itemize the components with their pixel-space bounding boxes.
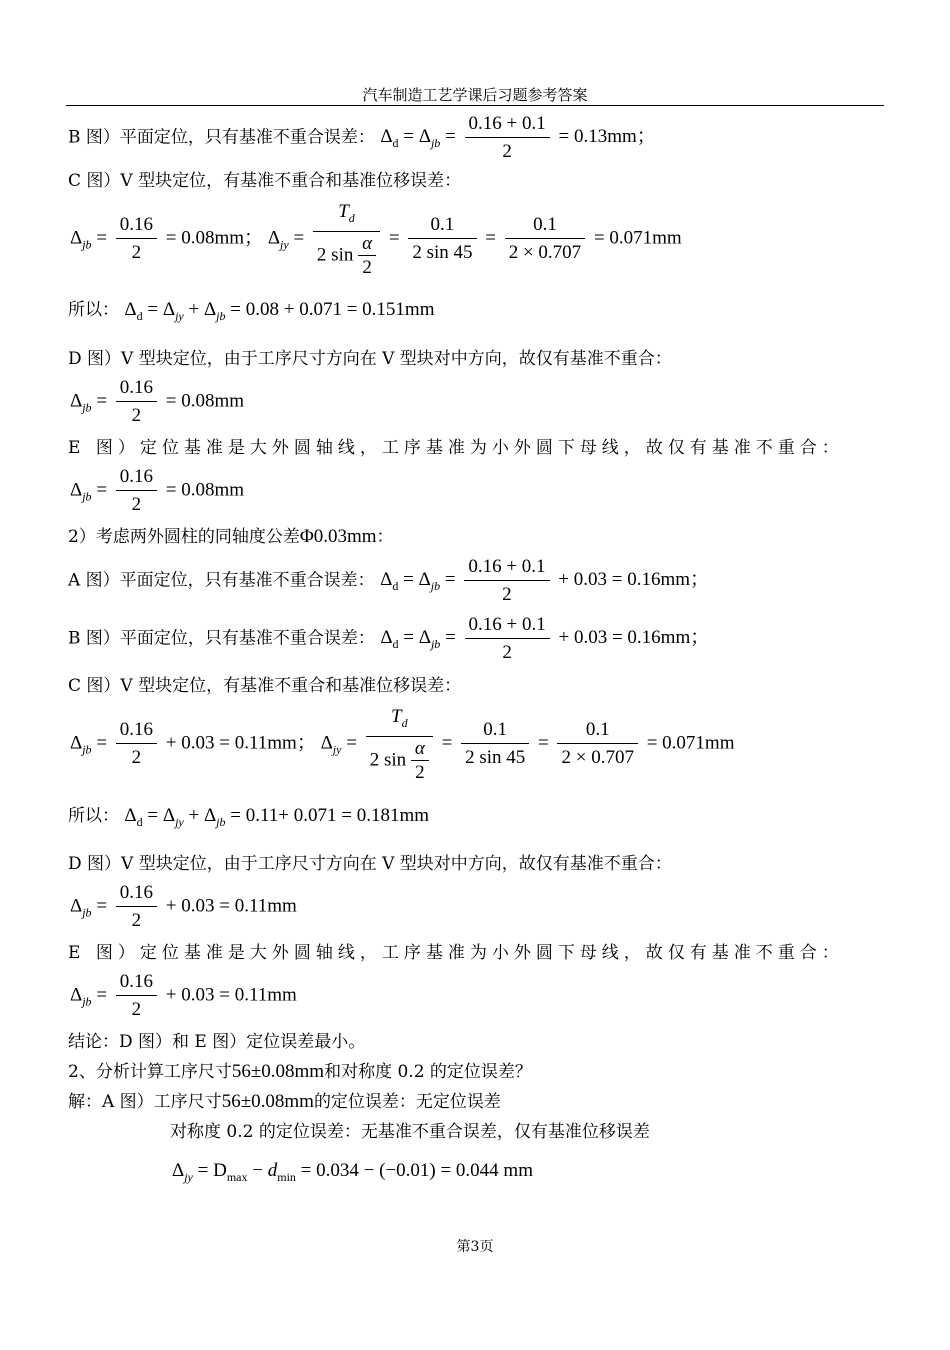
label-b1: B 图）平面定位，只有基准不重合误差： — [68, 127, 375, 148]
formula-e1: $\Delta_{jb}$ = $\frac{0.16}{2}$ = 0.08mm — [70, 466, 245, 515]
line-c1: C 图）V 型块定位，有基准不重合和基准位移误差： — [68, 171, 462, 191]
line-e2: E 图）定位基准是大外圆轴线，工序基准为小外圆下母线，故仅有基准不重合： — [68, 943, 844, 963]
line-question-2: 2、分析计算工序尺寸56±0.08mm和对称度 0.2 的定位误差？ — [68, 1061, 532, 1082]
line-p2: 2）考虑两外圆柱的同轴度公差Φ0.03mm： — [68, 526, 394, 547]
header-rule — [66, 105, 884, 106]
line-c2: C 图）V 型块定位，有基准不重合和基准位移误差： — [68, 676, 462, 696]
line-a2: A 图）平面定位，只有基准不重合误差： $\Delta_d = \Delta_{jb}$ = $\frac{0.16 + 0.1}{2}$ + 0.03 = 0.16mm； — [68, 556, 710, 605]
fraction: $\frac{0.16 + 0.1}{2}$ — [465, 112, 550, 164]
formula-final: $\Delta_{jy} = D_{max} - d_{min} = 0.034 - (-0.01) = 0.044$ mm — [172, 1160, 533, 1184]
line-conclusion: 结论：D 图）和 E 图）定位误差最小。 — [68, 1032, 366, 1052]
line-b1 — [68, 112, 656, 164]
line-symmetry: 对称度 0.2 的定位误差：无基准不重合误差，仅有基准位移误差 — [170, 1122, 650, 1142]
line-d2: D 图）V 型块定位，由于工序尺寸方向在 V 型块对中方向，故仅有基准不重合： — [68, 854, 672, 874]
line-solution: 解：A 图）工序尺寸56±0.08mm的定位误差：无定位误差 — [68, 1091, 501, 1112]
formula-c2: $\Delta_{jb}$ = $\frac{0.16}{2}$ + 0.03 = 0.11mm； $\Delta_{jy}$ = $T_d$ 2 sin $\frac{\alpha}{2}$ = $\frac{0.1}{2 \sin 45}$ = $\frac{0.1}{2 \times 0.707}$ = 0.071mm — [70, 706, 735, 783]
formula-b1: $\Delta_d = \Delta_{jb}$ = $\frac{0.16 + 0.1}{2}$ = 0.13mm； — [380, 113, 656, 162]
formula-c1: $\Delta_{jb}$ = $\frac{0.16}{2}$ = 0.08mm； $\Delta_{jy}$ = $T_d$ 2 sin $\frac{\alpha}{2}$ = $\frac{0.1}{2 \sin 45}$ = $\frac{0.1}{2 \times 0.707}$ = 0.071mm — [70, 201, 682, 278]
line-so1: 所以： $\Delta_d = \Delta_{jy} + \Delta_{jb} = 0.08 + 0.071 = 0.151mm$ — [68, 299, 435, 323]
formula-d2: $\Delta_{jb}$ = $\frac{0.16}{2}$ + 0.03 = 0.11mm — [70, 882, 297, 931]
formula-d1: $\Delta_{jb}$ = $\frac{0.16}{2}$ = 0.08mm — [70, 377, 245, 426]
page-header: 汽车制造工艺学课后习题参考答案 — [362, 86, 588, 104]
line-so2: 所以： $\Delta_d = \Delta_{jy} + \Delta_{jb} = 0.11+ 0.071 = 0.181mm$ — [68, 805, 430, 829]
line-b2: B 图）平面定位，只有基准不重合误差： $\Delta_d = \Delta_{jb}$ = $\frac{0.16 + 0.1}{2}$ + 0.03 = 0.16mm； — [68, 614, 710, 663]
formula-e2: $\Delta_{jb}$ = $\frac{0.16}{2}$ + 0.03 = 0.11mm — [70, 971, 297, 1020]
line-e1: E 图）定位基准是大外圆轴线，工序基准为小外圆下母线，故仅有基准不重合： — [68, 438, 844, 458]
line-d1: D 图）V 型块定位，由于工序尺寸方向在 V 型块对中方向，故仅有基准不重合： — [68, 349, 672, 369]
page-number: 第3页 — [456, 1239, 494, 1255]
